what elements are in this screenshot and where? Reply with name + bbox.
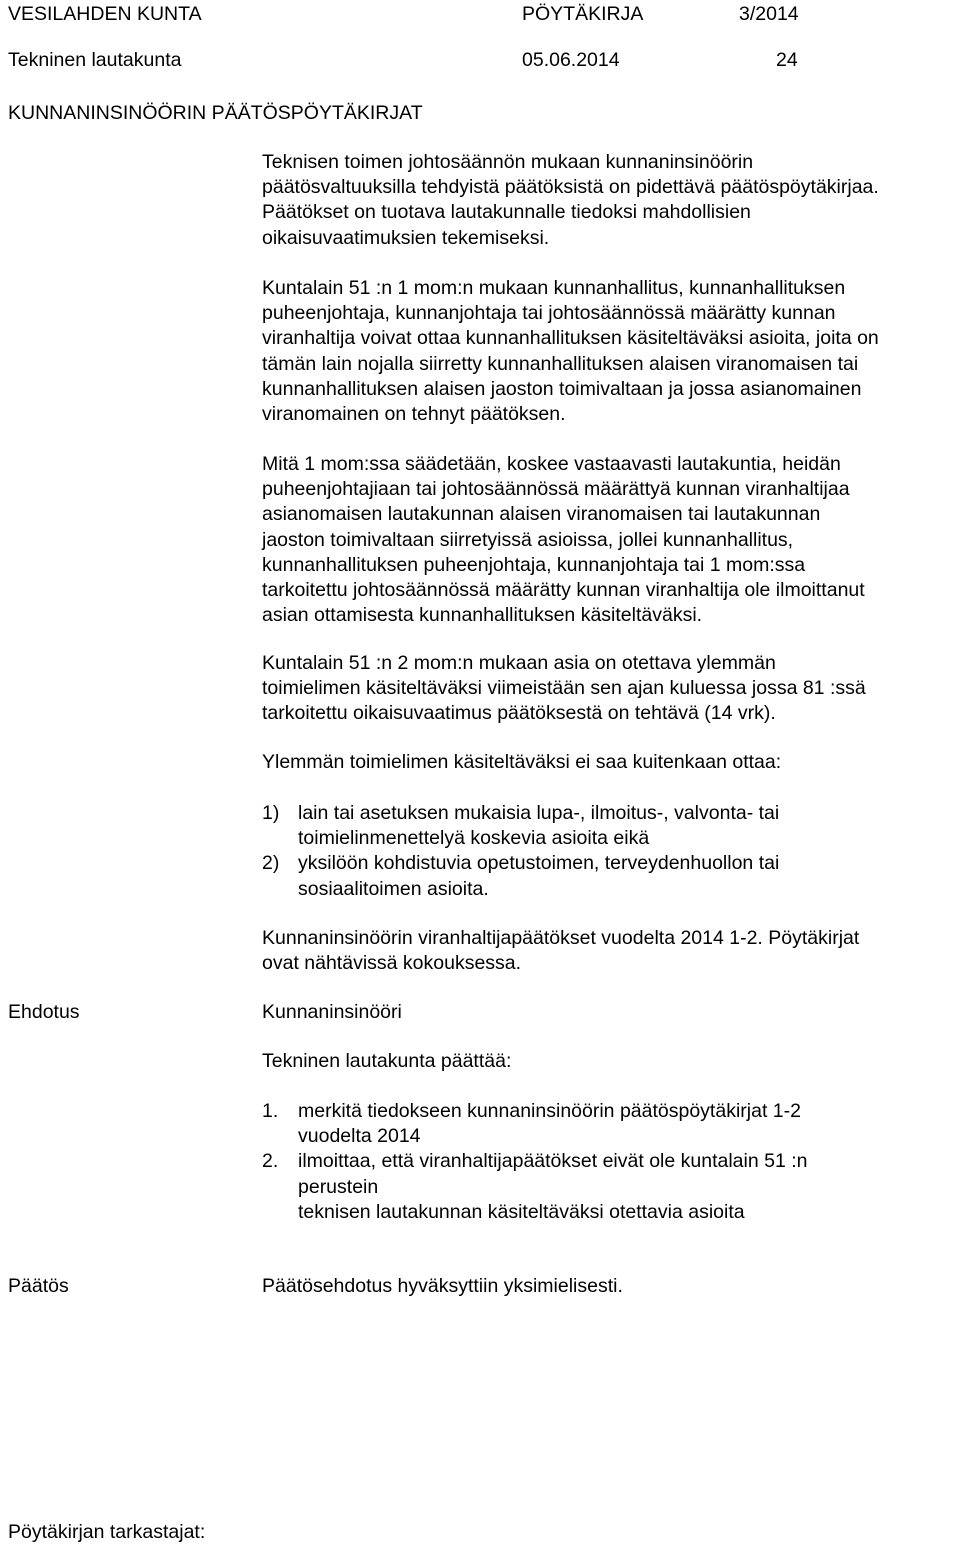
text-line: Kuntalain 51 :n 1 mom:n mukaan kunnanhallitus, kunnanhallituksen <box>262 277 846 299</box>
text-line: asianomaisen lautakunnan alaisen viranomaisen tai lautakunnan <box>262 503 821 526</box>
text-line: viranhaltija voivat ottaa kunnanhallituksen käsiteltäväksi asioita, joita on <box>262 327 879 350</box>
list-item <box>262 1149 807 1225</box>
paragraph-kuntalaki-51-1 <box>262 276 952 427</box>
text-line: yksilöön kohdistuvia opetustoimen, terveydenhuollon tai <box>298 852 780 875</box>
list-item-number: 1) <box>262 802 280 824</box>
text-line: oikaisuvaatimuksien tekemiseksi. <box>262 226 550 249</box>
text-line: Teknisen toimen johtosäännön mukaan kunnaninsinöörin <box>262 151 754 173</box>
decision-label: Päätös <box>8 1275 69 1297</box>
text-line: päätösvaltuuksilla tehdyistä päätöksistä on pidettävä päätöspöytäkirjaa. <box>262 176 879 199</box>
text-line: Kunnaninsinöörin viranhaltijapäätökset vuodelta 2014 1-2. Pöytäkirjat <box>262 927 860 949</box>
text-line: kunnanhallituksen alaisen jaoston toimivaltaan ja jossa asianomainen <box>262 377 862 400</box>
exceptions-list <box>262 801 779 902</box>
section-number: 24 <box>776 49 798 71</box>
text-line: jaoston toimivaltaan siirretyissä asioissa, jollei kunnanhallitus, <box>262 528 794 551</box>
text-line: toimielimen käsiteltäväksi viimeistään sen ajan kuluessa jossa 81 :ssä <box>262 677 866 700</box>
text-line: perustein <box>298 1175 379 1198</box>
meeting-date: 05.06.2014 <box>522 49 620 71</box>
reviewers-label: Pöytäkirjan tarkastajat: <box>8 1521 206 1543</box>
municipality-name: VESILAHDEN KUNTA <box>8 3 202 25</box>
text-line: lain tai asetuksen mukaisia lupa-, ilmoitus-, valvonta- tai <box>298 802 780 824</box>
document-type: PÖYTÄKIRJA <box>522 3 644 25</box>
text-line: sosiaalitoimen asioita. <box>298 877 489 900</box>
text-line: vuodelta 2014 <box>298 1125 421 1148</box>
text-line: teknisen lautakunnan käsiteltäväksi otettavia asioita <box>298 1200 745 1223</box>
proposal-list <box>262 1099 807 1225</box>
section-title: KUNNANINSINÖÖRIN PÄÄTÖSPÖYTÄKIRJAT <box>8 102 423 124</box>
board-name: Tekninen lautakunta <box>8 49 182 71</box>
text-line: puheenjohtaja, kunnanjohtaja tai johtosäännössä määrätty kunnan <box>262 302 836 325</box>
text-line: Ylemmän toimielimen käsiteltäväksi ei saa kuitenkaan ottaa: <box>262 751 782 773</box>
text-line: tämän lain nojalla siirretty kunnanhallituksen alaisen viranomaisen tai <box>262 352 859 375</box>
text-line: Mitä 1 mom:ssa säädetään, koskee vastaavasti lautakuntia, heidän <box>262 453 841 475</box>
text-line: viranomainen on tehnyt päätöksen. <box>262 403 566 426</box>
list-item-number: 2. <box>262 1150 279 1173</box>
text-line: kunnanhallituksen puheenjohtaja, kunnanjohtaja tai 1 mom:ssa <box>262 553 806 576</box>
text-line: asian ottamisesta kunnanhallituksen käsiteltäväksi. <box>262 604 703 627</box>
text-line: Päätökset on tuotava lautakunnalle tiedoksi mahdollisien <box>262 201 751 224</box>
text-line: tarkoitettu johtosäännössä määrätty kunnan viranhaltija ole ilmoittanut <box>262 579 865 602</box>
text-line: merkitä tiedokseen kunnaninsinöörin päätöspöytäkirjat 1-2 <box>298 1100 801 1122</box>
list-item <box>262 1099 807 1149</box>
paragraph-lautakunnat <box>262 452 952 628</box>
proposer: Kunnaninsinööri <box>262 1001 402 1023</box>
decision-text: Päätösehdotus hyväksyttiin yksimielisesti. <box>262 1275 623 1297</box>
text-line: Kuntalain 51 :n 2 mom:n mukaan asia on otettava ylemmän <box>262 652 776 674</box>
paragraph-decisions-note <box>262 926 952 976</box>
text-line: tarkoitettu oikaisuvaatimus päätöksestä on tehtävä (14 vrk). <box>262 702 776 725</box>
proposal-label: Ehdotus <box>8 1001 80 1023</box>
list-item-number: 2) <box>262 852 280 875</box>
document-number: 3/2014 <box>739 3 799 25</box>
paragraph-intro <box>262 150 952 251</box>
list-item <box>262 851 779 901</box>
proposal-intro: Tekninen lautakunta päättää: <box>262 1050 512 1072</box>
text-line: ilmoittaa, että viranhaltijapäätökset eivät ole kuntalain 51 :n <box>298 1150 808 1173</box>
paragraph-exceptions-intro <box>262 750 952 775</box>
list-item-number: 1. <box>262 1100 279 1122</box>
text-line: toimielinmenettelyä koskevia asioita eikä <box>298 827 650 850</box>
text-line: puheenjohtajiaan tai johtosäännössä määrättyä kunnan viranhaltijaa <box>262 478 850 501</box>
paragraph-kuntalaki-51-2 <box>262 651 952 727</box>
list-item <box>262 801 779 851</box>
text-line: ovat nähtävissä kokouksessa. <box>262 952 522 975</box>
